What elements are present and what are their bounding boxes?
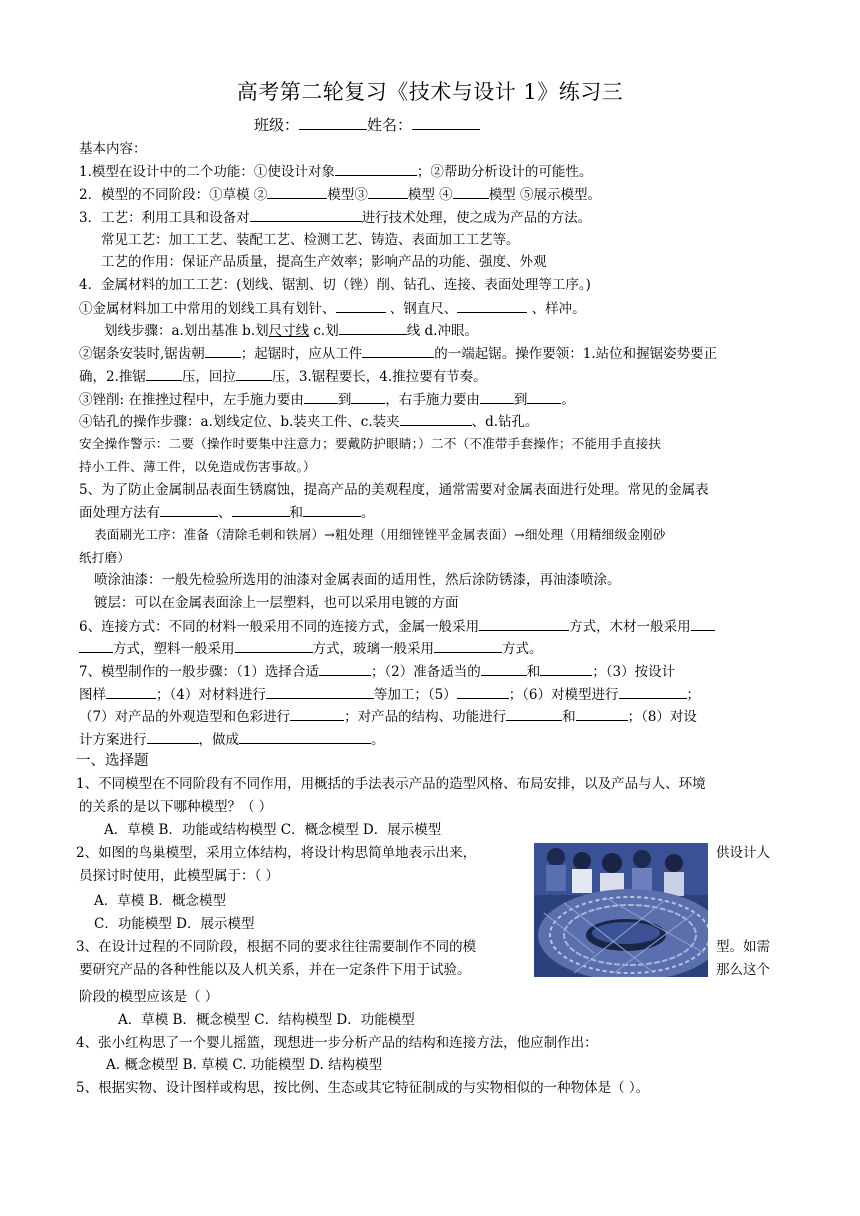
fill-blank[interactable] (506, 706, 562, 721)
fill-blank[interactable] (527, 389, 561, 404)
question-2-line-1-right: 供设计人 (716, 845, 770, 861)
fill-blank[interactable] (540, 661, 592, 676)
fill-blank[interactable] (576, 706, 628, 721)
fill-blank[interactable] (304, 389, 338, 404)
fill-blank[interactable] (160, 502, 218, 517)
fill-blank[interactable] (267, 184, 327, 199)
name-blank[interactable] (412, 115, 480, 130)
question-3-line-1: 3、在设计过程的不同阶段，根据不同的要求往往需要制作不同的模 (76, 939, 477, 955)
item-3: 3．工艺：利用工具和设备对 进行技术处理，使之成为产品的方法。 (79, 207, 591, 228)
fill-blank[interactable] (339, 320, 407, 335)
question-3-line-1-right: 型。如需 (716, 939, 770, 955)
item-7-line-2: 图样 ；（4）对材料进行 等加工；（5） ；（6）对模型进行 ； (79, 684, 700, 705)
fill-blank[interactable] (235, 638, 313, 653)
fill-blank[interactable] (481, 661, 527, 676)
item-5-line-1: 5、为了防止金属制品表面生锈腐蚀，提高产品的美观程度，通常需要对金属表面进行处理。常见的金属表 (79, 482, 709, 498)
fill-blank[interactable] (239, 729, 371, 744)
drilling-line: ④钻孔的操作步骤：a.划线定位、b.装夹工件、c.装夹 、d.钻孔。 (79, 411, 539, 432)
fill-blank[interactable] (335, 161, 417, 176)
fill-blank[interactable] (336, 298, 386, 313)
question-2-options-1[interactable]: A．草模 B．概念模型 (94, 893, 226, 909)
photo-drawing (534, 843, 708, 977)
fill-blank[interactable] (479, 616, 569, 631)
section-heading: 一、选择题 (76, 753, 149, 769)
question-1-line-1: 1、不同模型在不同阶段有不同作用，用概括的手法表示产品的造型风格、布局安排，以及产品与人、环境 (76, 776, 706, 792)
fill-blank[interactable] (368, 184, 408, 199)
item-7-line-4: 计方案进行 ，做成 。 (79, 729, 385, 750)
question-3-line-2-right: 那么这个 (716, 962, 770, 978)
fill-blank[interactable] (457, 684, 509, 699)
class-label: 班级： (254, 116, 300, 134)
question-2-line-2: 员探讨时使用，此模型属于：（ ） (79, 868, 280, 884)
safety-line-1: 安全操作警示：二要（操作时要集中注意力；要戴防护眼睛；）二不（不准带手套操作；不能用手直接扶 (79, 436, 662, 451)
question-1-line-2: 的关系的是以下哪种模型？（ ） (79, 799, 273, 815)
sawing-line-2: 确，2.推锯 压，回拉 压，3.锯程要长，4.推拉要有节奏。 (79, 366, 487, 387)
birds-nest-model-photo (534, 843, 708, 977)
item-4: 4．金属材料的加工工艺：(划线、锯割、切（锉）削、钻孔、连接、表面处理等工序。) (79, 277, 591, 293)
fill-blank[interactable] (232, 502, 290, 517)
sawing-line-1: ②锯条安装时,锯齿朝 ；起锯时，应从工件 的一端起锯。操作要领：1.站位和握锯姿势要正 (79, 343, 717, 364)
fill-blank[interactable] (106, 684, 156, 699)
fill-blank[interactable] (290, 706, 344, 721)
common-processes: 常见工艺：加工工艺、装配工艺、检测工艺、铸造、表面加工工艺等。 (101, 232, 520, 248)
class-blank[interactable] (299, 115, 367, 130)
painting-line: 喷涂油漆：一般先检验所选用的油漆对金属表面的适用性，然后涂防锈漆，再油漆喷涂。 (94, 572, 621, 588)
fill-blank[interactable] (400, 411, 472, 426)
polishing-line-2: 纸打磨） (79, 550, 131, 565)
item-6-line-1: 6、连接方式：不同的材料一般采用不同的连接方式，金属一般采用 方式，木材一般采用 (79, 616, 715, 637)
item-7-line-1: 7、模型制作的一般步骤：（1）选择合适 ；（2）准备适当的 和 ；（3）按设计 (79, 661, 675, 682)
page-title: 高考第二轮复习《技术与设计 1》练习三 (236, 80, 624, 104)
item-7-line-3: （7）对产品的外观造型和色彩进行 ；对产品的结构、功能进行 和 ；（8）对设 (79, 706, 697, 727)
question-3-options[interactable]: A．草模 B．概念模型 C．结构模型 D．功能模型 (118, 1012, 415, 1028)
question-2-options-2[interactable]: C．功能模型 D．展示模型 (94, 916, 255, 932)
fill-blank[interactable] (319, 661, 371, 676)
marking-tools: ①金属材料加工中常用的划线工具有划针、 、钢直尺、 、样冲。 (79, 298, 586, 319)
item-2: 2．模型的不同阶段：①草模 ② 模型③ 模型 ④ 模型 ⑤展示模型。 (79, 184, 601, 205)
fill-blank[interactable] (691, 616, 715, 631)
item-1: 1.模型在设计中的二个功能：①使设计对象 ；②帮助分析设计的可能性。 (79, 161, 592, 182)
fill-blank[interactable] (205, 343, 241, 358)
fill-blank[interactable] (250, 207, 362, 222)
name-label: 姓名： (367, 116, 413, 134)
question-1-options[interactable]: A．草模 B．功能或结构模型 C．概念模型 D．展示模型 (104, 822, 442, 838)
item-6-line-2: 方式，塑料一般采用 方式，玻璃一般采用 方式。 (79, 638, 543, 659)
student-info-line (254, 115, 480, 135)
fill-blank[interactable] (362, 343, 434, 358)
fill-blank[interactable] (457, 298, 527, 313)
fill-blank[interactable] (434, 638, 502, 653)
fill-blank[interactable] (351, 389, 385, 404)
question-2-line-1: 2、如图的鸟巢模型，采用立体结构，将设计构思简单地表示出来， (76, 845, 477, 861)
question-3-line-2: 要研究产品的各种性能以及人机关系，并在一定条件下用于试验。 (79, 962, 471, 978)
item-5-line-2: 面处理方法有 、 和 。 (79, 502, 375, 523)
question-3-line-3: 阶段的模型应该是（ ） (79, 989, 219, 1005)
fill-blank[interactable] (619, 684, 687, 699)
fill-blank[interactable] (147, 729, 199, 744)
process-role: 工艺的作用：保证产品质量，提高生产效率；影响产品的功能、强度、外观 (101, 254, 547, 270)
fill-blank[interactable] (79, 638, 113, 653)
fill-blank[interactable] (146, 366, 182, 381)
question-4: 4、张小红构思了一个婴儿摇篮，现想进一步分析产品的结构和连接方法，他应制作出： (76, 1035, 598, 1051)
fill-blank[interactable] (266, 684, 374, 699)
basic-heading: 基本内容： (79, 141, 147, 157)
fill-blank[interactable] (236, 366, 272, 381)
plating-line: 镀层：可以在金属表面涂上一层塑料，也可以采用电镀的方面 (94, 595, 459, 611)
filing-line: ③锉削: 在推挫过程中，左手施力要由 到 ，右手施力要由 到 。 (79, 389, 575, 410)
marking-steps: 划线步骤：a.划出基准 b.划尺寸线 c.划 线 d.冲眼。 (104, 320, 478, 341)
fill-blank[interactable] (480, 389, 514, 404)
polishing-line-1: 表面刷光工序：准备（清除毛刺和铁屑）→粗处理（用细锉锉平金属表面）→细处理（用精细级金刚砂 (94, 527, 666, 542)
safety-line-2: 持小工件、薄工件，以免造成伤害事故。） (79, 459, 316, 474)
fill-blank[interactable] (453, 184, 489, 199)
question-4-options[interactable]: A. 概念模型 B. 草模 C. 功能模型 D. 结构模型 (106, 1057, 383, 1073)
fill-blank[interactable] (303, 502, 361, 517)
question-5: 5、根据实物、设计图样或构思，按比例、生态或其它特征制成的与实物相似的一种物体是（ ）。 (76, 1080, 650, 1096)
